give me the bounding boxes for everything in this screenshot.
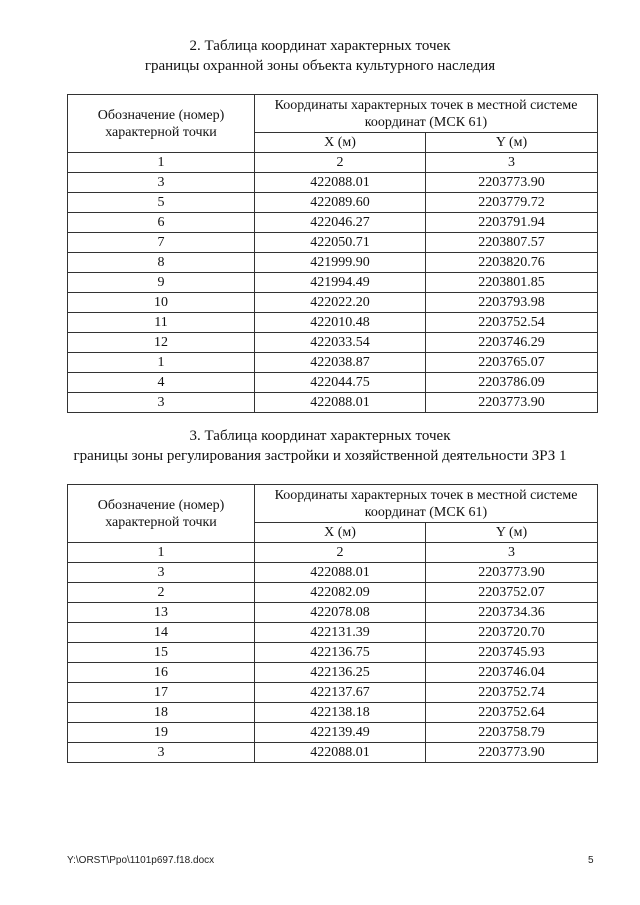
header-y: Y (м) xyxy=(426,133,598,153)
table-row xyxy=(68,173,598,193)
footer-page-number: 5 xyxy=(588,855,594,866)
cell-point-number: 2 xyxy=(68,583,255,603)
cell-x-coordinate: 422139.49 xyxy=(255,723,426,743)
table-row xyxy=(68,353,598,373)
cell-x-coordinate: 422050.71 xyxy=(255,233,426,253)
cell-y-coordinate: 2203752.54 xyxy=(426,313,598,333)
cell-point-number: 12 xyxy=(68,333,255,353)
cell-point-number: 3 xyxy=(68,173,255,193)
cell-point-number: 10 xyxy=(68,293,255,313)
cell-y-coordinate: 2203773.90 xyxy=(426,563,598,583)
cell-x-coordinate: 422131.39 xyxy=(255,623,426,643)
cell-y-coordinate: 2203752.74 xyxy=(426,683,598,703)
header-coordinates: Координаты характерных точек в местной системе координат (МСК 61) xyxy=(255,485,598,523)
column-number: 3 xyxy=(426,543,598,563)
table-row xyxy=(68,293,598,313)
header-coordinates: Координаты характерных точек в местной системе координат (МСК 61) xyxy=(255,95,598,133)
header-point-designation: Обозначение (номер) характерной точки xyxy=(68,95,255,153)
cell-point-number: 11 xyxy=(68,313,255,333)
table-row xyxy=(68,683,598,703)
header-x: X (м) xyxy=(255,133,426,153)
cell-x-coordinate: 421994.49 xyxy=(255,273,426,293)
table3-coordinates xyxy=(67,484,598,763)
cell-y-coordinate: 2203746.29 xyxy=(426,333,598,353)
cell-y-coordinate: 2203765.07 xyxy=(426,353,598,373)
cell-x-coordinate: 422022.20 xyxy=(255,293,426,313)
cell-y-coordinate: 2203801.85 xyxy=(426,273,598,293)
table3-body xyxy=(68,563,598,763)
table-row xyxy=(68,193,598,213)
cell-x-coordinate: 422078.08 xyxy=(255,603,426,623)
cell-point-number: 4 xyxy=(68,373,255,393)
cell-x-coordinate: 422088.01 xyxy=(255,173,426,193)
table2-body xyxy=(68,173,598,413)
cell-x-coordinate: 422088.01 xyxy=(255,563,426,583)
cell-point-number: 17 xyxy=(68,683,255,703)
cell-y-coordinate: 2203773.90 xyxy=(426,173,598,193)
table-row xyxy=(68,623,598,643)
table-row xyxy=(68,333,598,353)
table-row xyxy=(68,313,598,333)
cell-point-number: 7 xyxy=(68,233,255,253)
cell-point-number: 8 xyxy=(68,253,255,273)
cell-x-coordinate: 421999.90 xyxy=(255,253,426,273)
cell-x-coordinate: 422136.25 xyxy=(255,663,426,683)
header-x: X (м) xyxy=(255,523,426,543)
cell-x-coordinate: 422136.75 xyxy=(255,643,426,663)
cell-y-coordinate: 2203745.93 xyxy=(426,643,598,663)
cell-y-coordinate: 2203807.57 xyxy=(426,233,598,253)
cell-y-coordinate: 2203758.79 xyxy=(426,723,598,743)
table-row xyxy=(68,583,598,603)
table-row xyxy=(68,273,598,293)
table-row xyxy=(68,393,598,413)
cell-x-coordinate: 422044.75 xyxy=(255,373,426,393)
cell-x-coordinate: 422010.48 xyxy=(255,313,426,333)
cell-point-number: 5 xyxy=(68,193,255,213)
table2-coordinates xyxy=(67,94,598,413)
cell-y-coordinate: 2203746.04 xyxy=(426,663,598,683)
cell-x-coordinate: 422088.01 xyxy=(255,393,426,413)
cell-x-coordinate: 422137.67 xyxy=(255,683,426,703)
cell-x-coordinate: 422033.54 xyxy=(255,333,426,353)
cell-y-coordinate: 2203752.07 xyxy=(426,583,598,603)
cell-x-coordinate: 422138.18 xyxy=(255,703,426,723)
cell-point-number: 6 xyxy=(68,213,255,233)
table-row xyxy=(68,703,598,723)
cell-y-coordinate: 2203720.70 xyxy=(426,623,598,643)
table-row xyxy=(68,743,598,763)
table-row xyxy=(68,643,598,663)
cell-point-number: 18 xyxy=(68,703,255,723)
cell-point-number: 16 xyxy=(68,663,255,683)
cell-y-coordinate: 2203791.94 xyxy=(426,213,598,233)
cell-y-coordinate: 2203773.90 xyxy=(426,743,598,763)
cell-point-number: 1 xyxy=(68,353,255,373)
cell-point-number: 3 xyxy=(68,393,255,413)
cell-point-number: 13 xyxy=(68,603,255,623)
cell-point-number: 3 xyxy=(68,743,255,763)
header-point-designation: Обозначение (номер) характерной точки xyxy=(68,485,255,543)
column-number: 1 xyxy=(68,153,255,173)
cell-point-number: 15 xyxy=(68,643,255,663)
cell-y-coordinate: 2203773.90 xyxy=(426,393,598,413)
cell-x-coordinate: 422038.87 xyxy=(255,353,426,373)
cell-x-coordinate: 422088.01 xyxy=(255,743,426,763)
table3-title-line1: 3. Таблица координат характерных точек xyxy=(189,428,451,444)
table3-title-line2: границы зоны регулирования застройки и хозяйственной деятельности ЗРЗ 1 xyxy=(73,448,567,464)
table-row xyxy=(68,603,598,623)
cell-point-number: 9 xyxy=(68,273,255,293)
column-number: 2 xyxy=(255,543,426,563)
cell-y-coordinate: 2203734.36 xyxy=(426,603,598,623)
cell-y-coordinate: 2203820.76 xyxy=(426,253,598,273)
table2-title-line1: 2. Таблица координат характерных точек xyxy=(189,38,451,54)
cell-x-coordinate: 422046.27 xyxy=(255,213,426,233)
header-y: Y (м) xyxy=(426,523,598,543)
cell-x-coordinate: 422089.60 xyxy=(255,193,426,213)
cell-y-coordinate: 2203793.98 xyxy=(426,293,598,313)
table2-title-line2: границы охранной зоны объекта культурного наследия xyxy=(144,58,496,74)
table-row xyxy=(68,663,598,683)
table-row xyxy=(68,213,598,233)
column-number: 2 xyxy=(255,153,426,173)
table-row xyxy=(68,373,598,393)
footer-file-path: Y:\ORST\Ppo\1101p697.f18.docx xyxy=(67,855,215,866)
table-row xyxy=(68,253,598,273)
cell-y-coordinate: 2203786.09 xyxy=(426,373,598,393)
cell-y-coordinate: 2203779.72 xyxy=(426,193,598,213)
cell-point-number: 3 xyxy=(68,563,255,583)
cell-point-number: 14 xyxy=(68,623,255,643)
cell-point-number: 19 xyxy=(68,723,255,743)
column-number: 3 xyxy=(426,153,598,173)
cell-y-coordinate: 2203752.64 xyxy=(426,703,598,723)
table-row xyxy=(68,563,598,583)
table-row xyxy=(68,723,598,743)
table-row xyxy=(68,233,598,253)
cell-x-coordinate: 422082.09 xyxy=(255,583,426,603)
column-number: 1 xyxy=(68,543,255,563)
